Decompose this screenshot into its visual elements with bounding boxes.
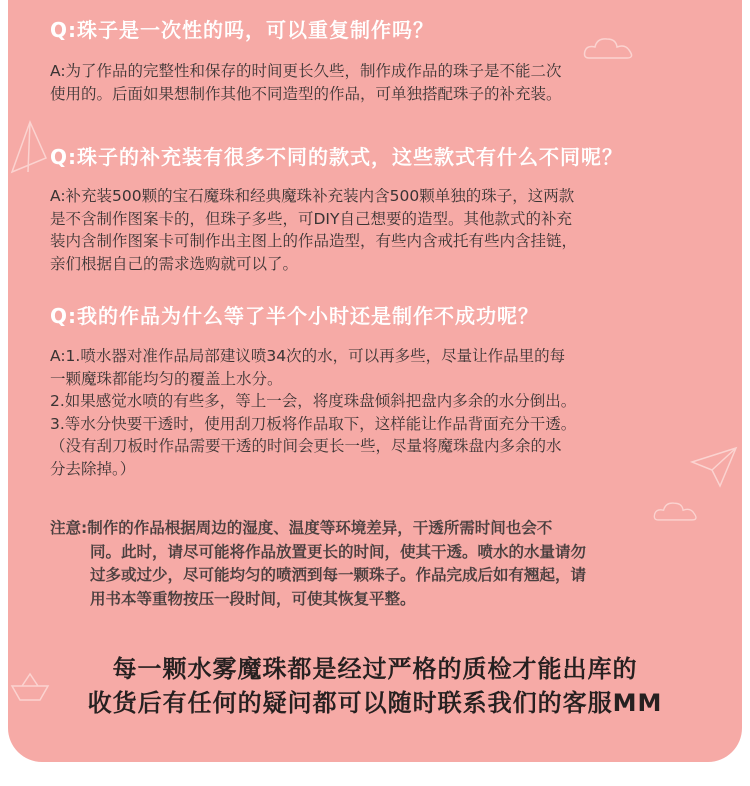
faq-panel [8, 0, 742, 762]
note-block [50, 517, 710, 611]
note-line: 用书本等重物按压一段时间，可使其恢复平整。 [90, 589, 416, 608]
answer-line: 装内含制作图案卡可制作出主图上的作品造型，有些内含戒托有些内含挂链， [50, 232, 578, 250]
answer-line: （没有刮刀板时作品需要干透的时间会更长一些，尽量将魔珠盘内多余的水 [50, 437, 562, 455]
answer-line: 一颗魔珠都能均匀的覆盖上水分。 [50, 369, 283, 388]
faq-answer-2 [50, 185, 700, 275]
footer-line-1: 每一颗水雾魔珠都是经过严格的质检才能出库的 [112, 655, 638, 683]
answer-line: A:1.喷水器对准作品局部建议喷34次的水，可以再多些，尽量让作品里的每 [50, 347, 566, 365]
faq-question-3: Q:我的作品为什么等了半个小时还是制作不成功呢？ [50, 304, 539, 328]
answer-line: 是不含制作图案卡的，但珠子多些，可DIY自己想要的造型。其他款式的补充 [50, 209, 572, 228]
answer-line: A:为了作品的完整性和保存的时间更长久些，制作成作品的珠子是不能二次 [50, 62, 562, 80]
faq-question-1: Q:珠子是一次性的吗，可以重复制作吗？ [50, 18, 434, 42]
footer-line-2: 收货后有任何的疑问都可以随时联系我们的客服MM [87, 689, 663, 717]
faq-answer-1 [50, 60, 700, 105]
answer-line: 分去除掉。） [50, 459, 136, 478]
cloud-icon [583, 36, 635, 62]
faq-answer-3 [50, 345, 700, 480]
answer-line: A:补充装500颗的宝石魔珠和经典魔珠补充装内含500颗单独的珠子，这两款 [50, 187, 575, 205]
faq-question-2: Q:珠子的补充装有很多不同的款式，这些款式有什么不同呢？ [50, 145, 623, 169]
footer-slogan [8, 652, 742, 720]
answer-line: 2.如果感觉水喷的有些多，等上一会，将度珠盘倾斜把盘内多余的水分倒出。 [50, 392, 577, 410]
paper-crane-icon [10, 118, 48, 174]
note-line: 同。此时，请尽可能将作品放置更长的时间，使其干透。喷水的水量请勿 [90, 542, 587, 561]
answer-line: 3.等水分快要干透时，使用刮刀板将作品取下，这样能让作品背面充分干透。 [50, 414, 577, 433]
answer-line: 使用的。后面如果想制作其他不同造型的作品，可单独搭配珠子的补充装。 [50, 84, 562, 103]
answer-line: 亲们根据自己的需求选购就可以了。 [50, 254, 299, 273]
note-line: 注意:制作的作品根据周边的湿度、温度等环境差异，干透所需时间也会不 [50, 519, 553, 537]
note-line: 过多或过少，尽可能均匀的喷洒到每一颗珠子。作品完成后如有翘起，请 [90, 566, 587, 584]
